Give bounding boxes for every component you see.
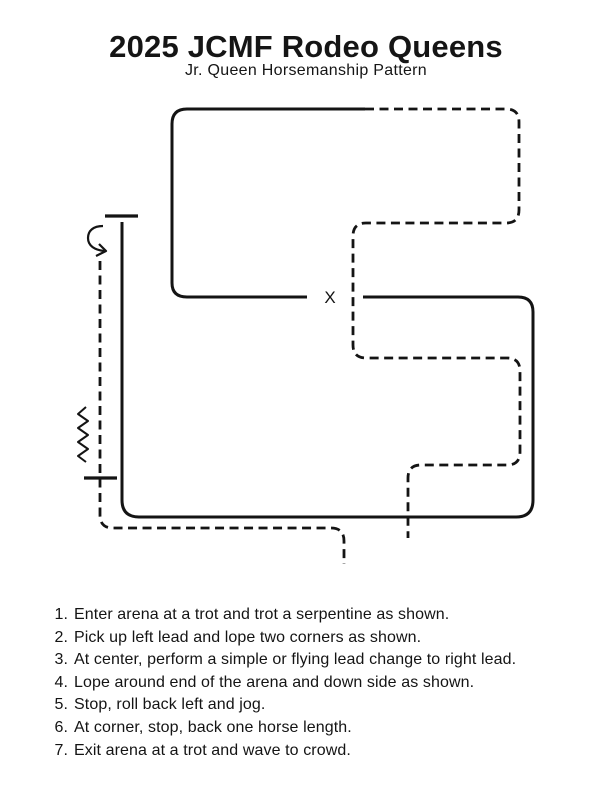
instruction-item-3 [50, 649, 590, 672]
rollback-arrow-icon [88, 226, 106, 256]
backup-zigzag-icon [78, 407, 88, 462]
instruction-text: Lope around end of the arena and down side as shown. [74, 673, 475, 691]
instruction-text: Exit arena at a trot and wave to crowd. [74, 741, 351, 759]
instruction-number: 2. [54, 628, 68, 646]
exit-dashed-path [100, 261, 344, 564]
instruction-number: 1. [54, 606, 68, 623]
instruction-item-1 [50, 604, 590, 627]
instruction-text: Enter arena at a trot and trot a serpentine as shown. [74, 606, 450, 623]
instruction-text: At corner, stop, back one horse length. [74, 718, 352, 736]
instruction-number: 4. [54, 673, 68, 691]
instruction-item-2 [50, 627, 590, 650]
center-marker: X [324, 288, 336, 307]
instruction-text: Stop, roll back left and jog. [74, 696, 266, 714]
lope-solid-path-top [172, 109, 365, 297]
page-subtitle: Jr. Queen Horsemanship Pattern [184, 62, 427, 79]
page-title: 2025 JCMF Rodeo Queens [109, 29, 503, 64]
instruction-text: At center, perform a simple or flying lead change to right lead. [74, 651, 517, 669]
instruction-item-4 [50, 672, 590, 695]
lope-solid-path-bottom [122, 222, 533, 517]
instruction-item-7 [50, 740, 590, 763]
instruction-item-5 [50, 694, 590, 717]
instruction-text: Pick up left lead and lope two corners as shown. [74, 628, 422, 646]
trot-serpentine-dashed-path [353, 109, 520, 538]
instruction-item-6 [50, 717, 590, 740]
instruction-number: 3. [54, 651, 68, 669]
instruction-number: 7. [54, 741, 68, 759]
instruction-number: 5. [54, 696, 68, 714]
instruction-list [50, 604, 590, 762]
instruction-number: 6. [54, 718, 68, 736]
